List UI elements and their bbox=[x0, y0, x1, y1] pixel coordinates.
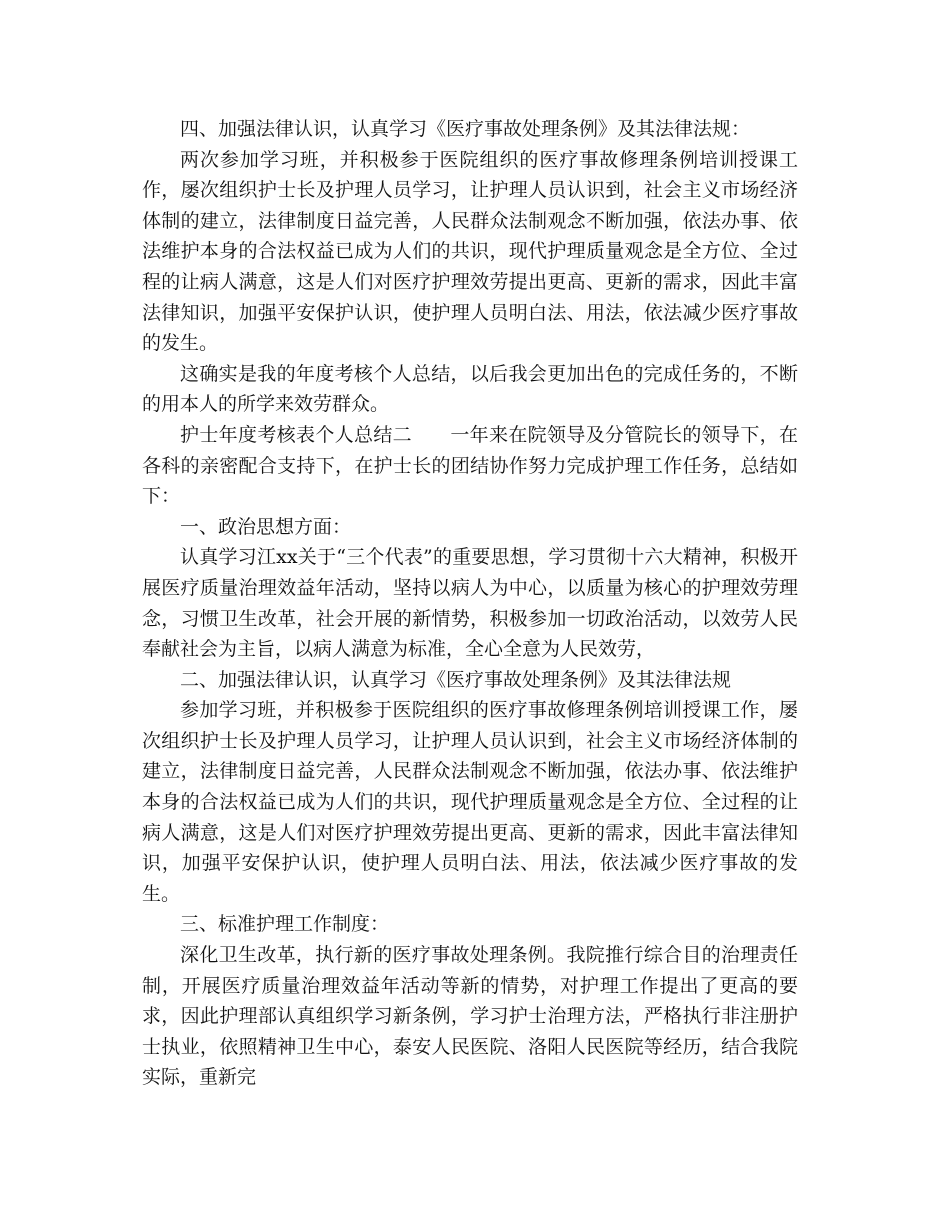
heading-law-awareness: 四、加强法律认识，认真学习《医疗事故处理条例》及其法律法规： bbox=[180, 118, 751, 140]
document-page bbox=[142, 114, 798, 1093]
summary-two-intro: 一年来在院领导及分管院长的领导下，在各科的亲密配合支持下，在护士长的团结协作努力完成护理工作任务，总结如下： bbox=[142, 423, 798, 508]
summary-two-title: 护士年度考核表个人总结二 bbox=[180, 423, 412, 446]
paragraph-nursing-standards: 深化卫生改革，执行新的医疗事故处理条例。我院推行综合目的治理责任制，开展医疗质量治理效益年活动等新的情势，对护理工作提出了更高的要求，因此护理部认真组织学习新条例，学习护士治理方法，严格执行非注册护士执业，依照精神卫生中心，泰安人民医院、洛阳人民医院等经历，结合我院实际，重新完 bbox=[142, 944, 798, 1089]
paragraph-law-study-two: 参加学习班，并积极参于医院组织的医疗事故修理条例培训授课工作，屡次组织护士长及护理人员学习，让护理人员认识到，社会主义市场经济体制的建立，法律制度日益完善，人民群众法制观念不断加强，依法办事、依法维护本身的合法权益已成为人们的共识，现代护理质量观念是全方位、全过程的让病人满意，这是人们对医疗护理效劳提出更高、更新的需求，因此丰富法律知识，加强平安保护认识，使护理人员明白法、用法，依法减少医疗事故的发生。 bbox=[142, 699, 798, 905]
heading-law-awareness-two: 二、加强法律认识，认真学习《医疗事故处理条例》及其法律法规 bbox=[180, 668, 732, 691]
paragraph-law-study: 两次参加学习班，并积极参于医院组织的医疗事故修理条例培训授课工作，屡次组织护士长及护理人员学习，让护理人员认识到，社会主义市场经济体制的建立，法律制度日益完善，人民群众法制观念不断加强，依法办事、依法维护本身的合法权益已成为人们的共识，现代护理质量观念是全方位、全过程的让病人满意，这是人们对医疗护理效劳提出更高、更新的需求，因此丰富法律知识，加强平安保护认识，使护理人员明白法、用法，依法减少医疗事故的发生。 bbox=[142, 148, 798, 355]
heading-nursing-standards: 三、标准护理工作制度： bbox=[180, 913, 390, 936]
paragraph-summary-two bbox=[142, 420, 798, 512]
paragraph-political-thought: 认真学习江xx关于“三个代表”的重要思想，学习贯彻十六大精神，积极开展医疗质量治理效益年活动，坚持以病人为中心，以质量为核心的护理效劳理念，习惯卫生改革，社会开展的新情势，积极参加一切政治活动，以效劳人民奉献社会为主旨，以病人满意为标准，全心全意为人民效劳， bbox=[142, 546, 798, 661]
heading-political-thought: 一、政治思想方面： bbox=[180, 515, 352, 538]
paragraph-annual-summary-closing: 这确实是我的年度考核个人总结，以后我会更加出色的完成任务的，不断的用本人的所学来效劳群众。 bbox=[142, 362, 798, 416]
